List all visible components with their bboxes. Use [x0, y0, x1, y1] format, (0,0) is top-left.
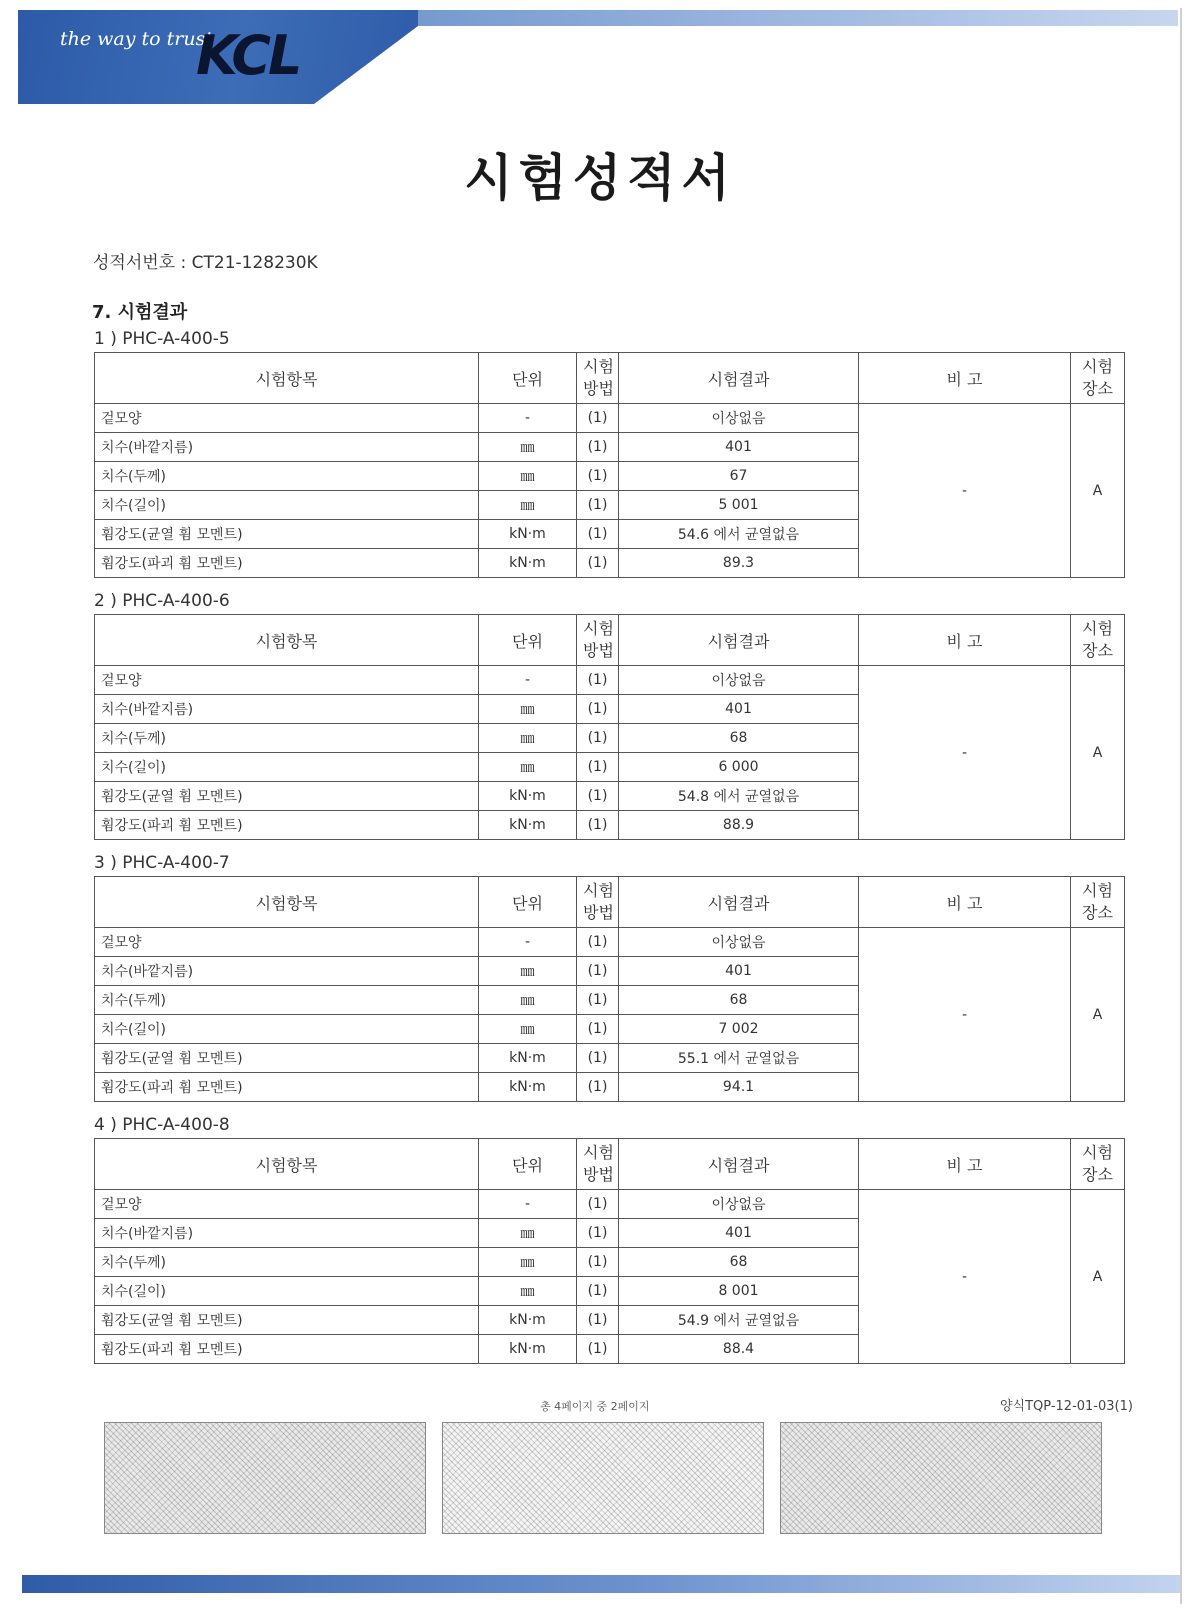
test-result: 이상없음 — [619, 928, 859, 957]
page-info: 총 4페이지 중 2페이지 — [540, 1400, 650, 1413]
unit: - — [479, 1190, 577, 1219]
header-remarks: 비 고 — [859, 615, 1071, 666]
test-item: 치수(두께) — [95, 724, 479, 753]
header-place-line2: 장소 — [1082, 1165, 1113, 1184]
header-place-line1: 시험 — [1082, 881, 1113, 900]
test-method: (1) — [577, 404, 619, 433]
header-item: 시험항목 — [95, 1139, 479, 1190]
header-method-line2: 방법 — [583, 903, 614, 922]
test-item: 치수(바깥지름) — [95, 695, 479, 724]
header-item: 시험항목 — [95, 877, 479, 928]
test-method: (1) — [577, 986, 619, 1015]
test-result: 이상없음 — [619, 1190, 859, 1219]
test-item: 치수(두께) — [95, 462, 479, 491]
test-item: 휨강도(파괴 휨 모멘트) — [95, 549, 479, 578]
test-item: 치수(바깥지름) — [95, 957, 479, 986]
unit: ㎜ — [479, 724, 577, 753]
test-item: 치수(길이) — [95, 1015, 479, 1044]
unit: kN·m — [479, 782, 577, 811]
unit: kN·m — [479, 1073, 577, 1102]
header-method — [577, 353, 619, 404]
test-item: 치수(길이) — [95, 1277, 479, 1306]
header-remarks: 비 고 — [859, 1139, 1071, 1190]
test-result: 401 — [619, 1219, 859, 1248]
document-title: 시험성적서 — [464, 149, 736, 207]
unit: ㎜ — [479, 1219, 577, 1248]
header-method-line2: 방법 — [583, 641, 614, 660]
header-remarks: 비 고 — [859, 353, 1071, 404]
signature-stamp-1 — [104, 1422, 426, 1534]
test-method: (1) — [577, 957, 619, 986]
unit: ㎜ — [479, 1248, 577, 1277]
test-method: (1) — [577, 1219, 619, 1248]
table-row — [95, 666, 1125, 695]
test-item: 휨강도(균열 휨 모멘트) — [95, 782, 479, 811]
unit: kN·m — [479, 520, 577, 549]
test-item: 겉모양 — [95, 1190, 479, 1219]
test-item: 휨강도(균열 휨 모멘트) — [95, 1306, 479, 1335]
unit: kN·m — [479, 811, 577, 840]
test-item: 겉모양 — [95, 666, 479, 695]
header-item: 시험항목 — [95, 353, 479, 404]
unit: ㎜ — [479, 433, 577, 462]
unit: kN·m — [479, 549, 577, 578]
test-item: 겉모양 — [95, 928, 479, 957]
test-item: 겉모양 — [95, 404, 479, 433]
header-method — [577, 615, 619, 666]
test-result: 8 001 — [619, 1277, 859, 1306]
test-result: 7 002 — [619, 1015, 859, 1044]
test-item: 치수(바깥지름) — [95, 1219, 479, 1248]
header-method-line1: 시험 — [583, 1143, 614, 1162]
header-unit: 단위 — [479, 1139, 577, 1190]
header-method-line2: 방법 — [583, 379, 614, 398]
unit: ㎜ — [479, 1015, 577, 1044]
header-place — [1071, 877, 1125, 928]
test-result: 401 — [619, 433, 859, 462]
header-method-line1: 시험 — [583, 357, 614, 376]
signature-stamp-3 — [780, 1422, 1102, 1534]
test-item: 치수(두께) — [95, 1248, 479, 1277]
header-place-line1: 시험 — [1082, 357, 1113, 376]
test-result: 54.6 에서 균열없음 — [619, 520, 859, 549]
slogan: the way to trust — [60, 28, 213, 50]
result-table — [94, 876, 1125, 1102]
test-method: (1) — [577, 1335, 619, 1364]
header-result: 시험결과 — [619, 877, 859, 928]
form-id: 양식TQP-12-01-03(1) — [1000, 1399, 1133, 1414]
unit: - — [479, 666, 577, 695]
unit: kN·m — [479, 1306, 577, 1335]
unit: ㎜ — [479, 491, 577, 520]
test-item: 휨강도(파괴 휨 모멘트) — [95, 1073, 479, 1102]
header-method-line1: 시험 — [583, 881, 614, 900]
result-table — [94, 1138, 1125, 1364]
header-method-line1: 시험 — [583, 619, 614, 638]
test-place: A — [1071, 404, 1125, 578]
test-result: 5 001 — [619, 491, 859, 520]
unit: ㎜ — [479, 957, 577, 986]
header-result: 시험결과 — [619, 1139, 859, 1190]
remarks: - — [859, 404, 1071, 578]
section-title: 7. 시험결과 — [92, 302, 188, 323]
header-place-line1: 시험 — [1082, 1143, 1113, 1162]
test-method: (1) — [577, 520, 619, 549]
block-title: 2 ) PHC-A-400-6 — [94, 591, 230, 611]
remarks: - — [859, 928, 1071, 1102]
test-result: 401 — [619, 695, 859, 724]
result-block-4 — [94, 1114, 1124, 1364]
header-result: 시험결과 — [619, 615, 859, 666]
header-method-line2: 방법 — [583, 1165, 614, 1184]
test-result: 67 — [619, 462, 859, 491]
result-table — [94, 352, 1125, 578]
test-method: (1) — [577, 1248, 619, 1277]
test-result: 401 — [619, 957, 859, 986]
test-item: 휨강도(파괴 휨 모멘트) — [95, 1335, 479, 1364]
test-result: 94.1 — [619, 1073, 859, 1102]
header-place — [1071, 353, 1125, 404]
test-method: (1) — [577, 433, 619, 462]
test-item: 치수(길이) — [95, 491, 479, 520]
test-item: 치수(바깥지름) — [95, 433, 479, 462]
test-place: A — [1071, 1190, 1125, 1364]
test-item: 치수(두께) — [95, 986, 479, 1015]
unit: - — [479, 404, 577, 433]
block-title: 3 ) PHC-A-400-7 — [94, 853, 230, 873]
test-method: (1) — [577, 491, 619, 520]
test-method: (1) — [577, 1277, 619, 1306]
test-item: 휨강도(파괴 휨 모멘트) — [95, 811, 479, 840]
test-method: (1) — [577, 1073, 619, 1102]
header-result: 시험결과 — [619, 353, 859, 404]
unit: ㎜ — [479, 1277, 577, 1306]
header-place-line2: 장소 — [1082, 641, 1113, 660]
unit: kN·m — [479, 1044, 577, 1073]
test-method: (1) — [577, 811, 619, 840]
test-result: 68 — [619, 986, 859, 1015]
unit: ㎜ — [479, 986, 577, 1015]
header-method — [577, 877, 619, 928]
test-result: 68 — [619, 1248, 859, 1277]
test-method: (1) — [577, 782, 619, 811]
result-block-2 — [94, 590, 1124, 840]
header-method — [577, 1139, 619, 1190]
test-result: 이상없음 — [619, 666, 859, 695]
remarks: - — [859, 666, 1071, 840]
test-result: 88.9 — [619, 811, 859, 840]
remarks: - — [859, 1190, 1071, 1364]
test-method: (1) — [577, 1015, 619, 1044]
block-title: 1 ) PHC-A-400-5 — [94, 329, 230, 349]
test-method: (1) — [577, 666, 619, 695]
test-method: (1) — [577, 1044, 619, 1073]
unit: ㎜ — [479, 753, 577, 782]
test-result: 88.4 — [619, 1335, 859, 1364]
test-method: (1) — [577, 1190, 619, 1219]
result-table — [94, 614, 1125, 840]
block-title: 4 ) PHC-A-400-8 — [94, 1115, 230, 1135]
test-method: (1) — [577, 1306, 619, 1335]
header-place-line2: 장소 — [1082, 903, 1113, 922]
header-remarks: 비 고 — [859, 877, 1071, 928]
table-row — [95, 1190, 1125, 1219]
unit: ㎜ — [479, 462, 577, 491]
header-unit: 단위 — [479, 615, 577, 666]
signature-stamp-2 — [442, 1422, 764, 1534]
footer-stripe — [22, 1575, 1180, 1593]
header-unit: 단위 — [479, 353, 577, 404]
test-result: 54.9 에서 균열없음 — [619, 1306, 859, 1335]
header-place-line1: 시험 — [1082, 619, 1113, 638]
kcl-logo: KCL — [196, 24, 300, 87]
test-result: 54.8 에서 균열없음 — [619, 782, 859, 811]
test-place: A — [1071, 928, 1125, 1102]
test-result: 68 — [619, 724, 859, 753]
test-method: (1) — [577, 928, 619, 957]
header-item: 시험항목 — [95, 615, 479, 666]
table-row — [95, 404, 1125, 433]
test-result: 이상없음 — [619, 404, 859, 433]
test-result: 55.1 에서 균열없음 — [619, 1044, 859, 1073]
header-place — [1071, 1139, 1125, 1190]
test-item: 치수(길이) — [95, 753, 479, 782]
certificate-number: 성적서번호 : CT21-128230K — [93, 253, 318, 273]
test-result: 6 000 — [619, 753, 859, 782]
result-block-1 — [94, 328, 1124, 578]
header-unit: 단위 — [479, 877, 577, 928]
unit: ㎜ — [479, 695, 577, 724]
header-place-line2: 장소 — [1082, 379, 1113, 398]
test-method: (1) — [577, 462, 619, 491]
test-method: (1) — [577, 549, 619, 578]
unit: - — [479, 928, 577, 957]
test-place: A — [1071, 666, 1125, 840]
test-item: 휨강도(균열 휨 모멘트) — [95, 1044, 479, 1073]
test-method: (1) — [577, 724, 619, 753]
test-item: 휨강도(균열 휨 모멘트) — [95, 520, 479, 549]
test-method: (1) — [577, 753, 619, 782]
test-result: 89.3 — [619, 549, 859, 578]
test-method: (1) — [577, 695, 619, 724]
unit: kN·m — [479, 1335, 577, 1364]
result-block-3 — [94, 852, 1124, 1102]
header-place — [1071, 615, 1125, 666]
table-row — [95, 928, 1125, 957]
